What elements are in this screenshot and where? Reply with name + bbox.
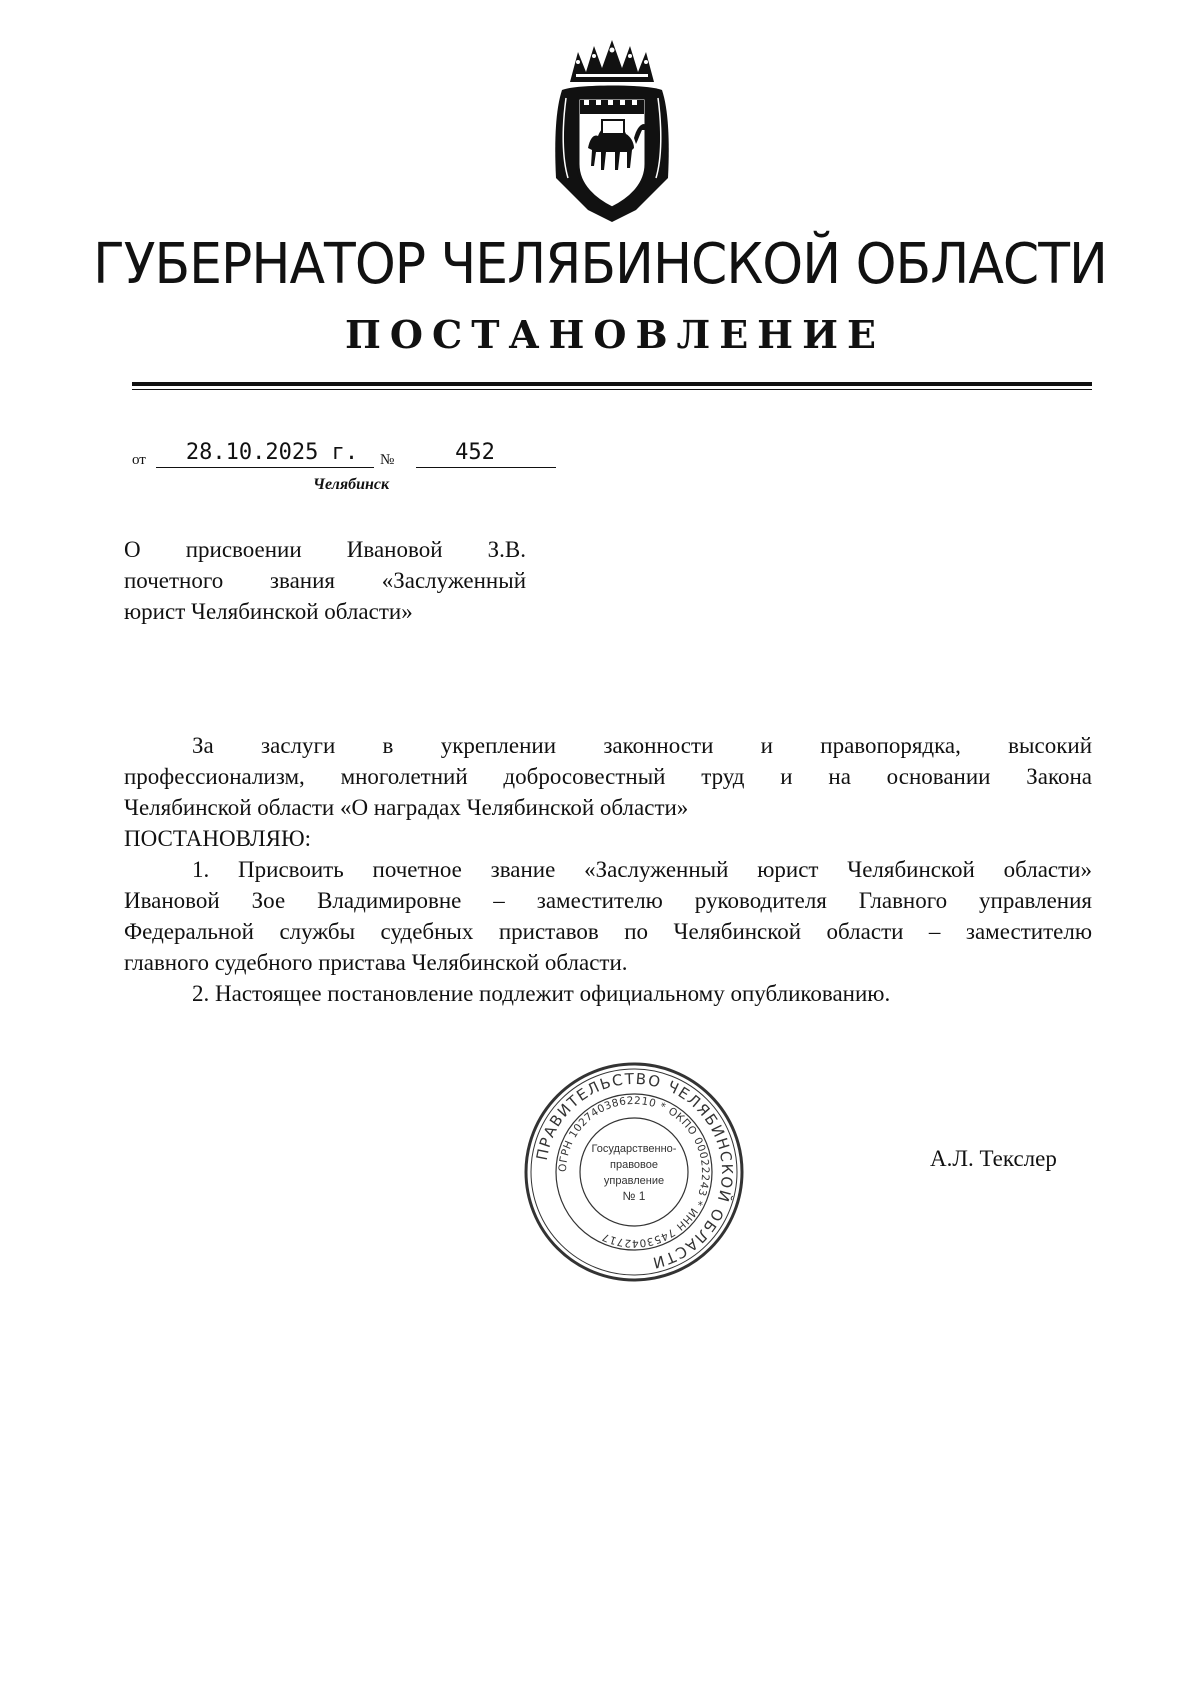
decree-word: ПОСТАНОВЛЯЮ: xyxy=(124,826,312,851)
subject-line: О присвоении Ивановой З.В. xyxy=(124,537,526,562)
city-label: Челябинск xyxy=(313,476,390,493)
item-1-line: Федеральной службы судебных приставов по Челябинской области – заместителю xyxy=(124,919,1092,944)
item-1-line: Ивановой Зое Владимировне – заместителю руководителя Главного управления xyxy=(124,888,1092,913)
from-label: от xyxy=(132,452,146,468)
item-1-line: 1. Присвоить почетное звание «Заслуженный юрист Челябинской области» xyxy=(192,857,1092,882)
header-rule-thin xyxy=(132,389,1092,390)
subject-line: юрист Челябинской области» xyxy=(124,599,413,624)
document-date: 28.10.2025 г. xyxy=(185,440,359,465)
preamble-line: профессионализм, многолетний добросовестный труд и на основании Закона xyxy=(124,764,1092,789)
organization-title: ГУБЕРНАТОР ЧЕЛЯБИНСКОЙ ОБЛАСТИ xyxy=(93,232,1107,297)
number-label: № xyxy=(380,452,395,468)
stamp-center-line: Государственно- xyxy=(591,1143,677,1155)
subject-line: почетного звания «Заслуженный xyxy=(124,568,526,593)
number-underline xyxy=(416,467,556,468)
document-subject xyxy=(124,534,526,627)
coat-of-arms-emblem xyxy=(548,38,676,224)
date-underline xyxy=(156,467,374,468)
stamp-center-line: управление xyxy=(603,1175,665,1187)
preamble-line: Челябинской области «О наградах Челябинской области» xyxy=(124,795,689,820)
signatory-name: А.Л. Текслер xyxy=(930,1146,1057,1171)
preamble-line: За заслуги в укреплении законности и правопорядка, высокий xyxy=(192,733,1092,758)
stamp-center-line: правовое xyxy=(610,1159,658,1171)
stamp-center-line: № 1 xyxy=(622,1189,646,1203)
document-body xyxy=(124,730,1092,1009)
official-stamp xyxy=(520,1058,748,1286)
stamp-outer-ring-text: ПРАВИТЕЛЬСТВО ЧЕЛЯБИНСКОЙ ОБЛАСТИ xyxy=(532,1069,737,1273)
item-2: 2. Настоящее постановление подлежит официальному опубликованию. xyxy=(192,981,891,1006)
header-rule-thick xyxy=(132,382,1092,386)
document-type-title: ПОСТАНОВЛЕНИЕ xyxy=(345,312,885,357)
document-number: 452 xyxy=(455,440,495,465)
item-1-line: главного судебного пристава Челябинской области. xyxy=(124,950,628,975)
registration-line xyxy=(132,440,572,474)
stamp-middle-ring-text: ОГРН 1027403862210 * ОКПО 00022243 * ИНН 7453042717 xyxy=(556,1094,712,1250)
